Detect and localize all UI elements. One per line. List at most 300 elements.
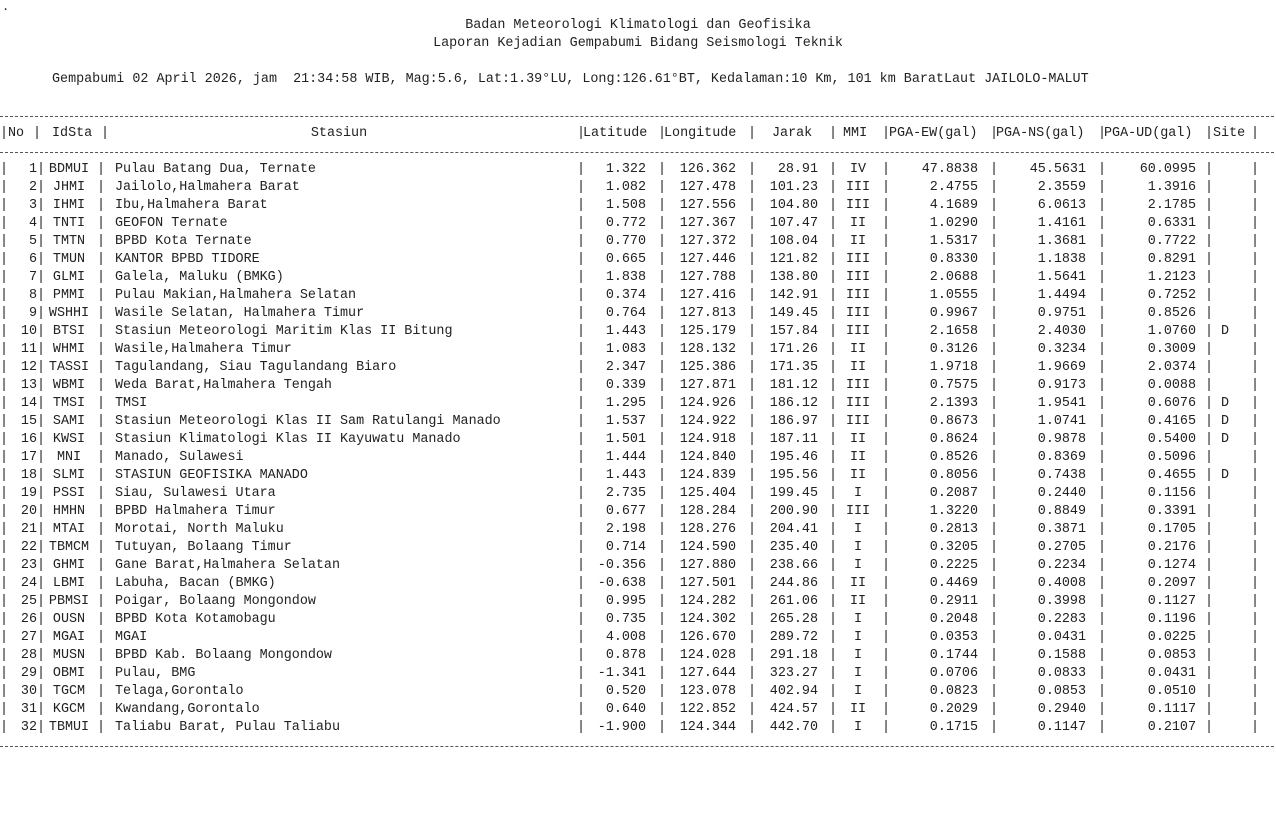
column-separator: | <box>97 378 106 393</box>
table-row <box>0 359 1276 377</box>
cell-pga-ns: 0.2705 <box>1037 540 1086 555</box>
cell-stasiun: Manado, Sulawesi <box>115 450 244 465</box>
column-separator: | <box>748 522 757 537</box>
table-row <box>0 557 1276 575</box>
table-row <box>0 305 1276 323</box>
column-separator: | <box>97 684 106 699</box>
cell-stasiun: Morotai, North Maluku <box>115 522 284 537</box>
column-separator: | <box>1098 558 1107 573</box>
column-separator: | <box>37 216 46 231</box>
column-separator: | <box>658 270 667 285</box>
column-separator: | <box>1251 270 1260 285</box>
table-row <box>0 341 1276 359</box>
cell-longitude: 126.362 <box>679 162 736 177</box>
cell-no: 19 <box>20 486 37 501</box>
column-separator: | <box>658 306 667 321</box>
column-separator: | <box>1098 180 1107 195</box>
cell-pga-ns: 1.0741 <box>1037 414 1086 429</box>
cell-pga-ud: 0.2176 <box>1147 540 1196 555</box>
cell-longitude: 127.478 <box>679 180 736 195</box>
cell-jarak: 200.90 <box>769 504 818 519</box>
cell-pga-ud: 0.1117 <box>1147 702 1196 717</box>
column-separator: | <box>1098 630 1107 645</box>
column-separator: | <box>37 612 46 627</box>
cell-idsta: GLMI <box>52 270 86 285</box>
cell-latitude: 1.443 <box>605 468 646 483</box>
cell-pga-ns: 0.2234 <box>1037 558 1086 573</box>
cell-idsta: PMMI <box>52 288 86 303</box>
cell-pga-ew: 1.9718 <box>929 360 978 375</box>
cell-pga-ns: 0.2440 <box>1037 486 1086 501</box>
column-separator: | <box>0 468 9 483</box>
column-separator: | <box>0 522 9 537</box>
column-separator: | <box>1251 378 1260 393</box>
cell-longitude: 127.871 <box>679 378 736 393</box>
cell-stasiun: GEOFON Ternate <box>115 216 228 231</box>
cell-latitude: 1.501 <box>605 432 646 447</box>
column-separator: | <box>748 162 757 177</box>
column-separator: | <box>658 486 667 501</box>
cell-latitude: 1.537 <box>605 414 646 429</box>
column-separator: | <box>577 720 586 735</box>
column-separator: | <box>748 270 757 285</box>
cell-jarak: 235.40 <box>769 540 818 555</box>
divider-bottom <box>0 746 1274 747</box>
cell-no: 9 <box>28 306 37 321</box>
cell-idsta: GHMI <box>52 558 86 573</box>
column-separator: | <box>882 594 891 609</box>
cell-stasiun: Kwandang,Gorontalo <box>115 702 260 717</box>
cell-pga-ew: 0.0706 <box>929 666 978 681</box>
cell-stasiun: Poigar, Bolaang Mongondow <box>115 594 316 609</box>
column-separator: | <box>97 468 106 483</box>
column-separator: | <box>0 324 9 339</box>
column-separator: | <box>1251 468 1260 483</box>
column-separator: | <box>829 540 838 555</box>
cell-idsta: MGAI <box>52 630 86 645</box>
column-separator: | <box>97 504 106 519</box>
cell-idsta: TGCM <box>52 684 86 699</box>
column-separator: | <box>97 432 106 447</box>
column-separator: | <box>990 324 999 339</box>
cell-idsta: TMSI <box>52 396 86 411</box>
column-separator: | <box>748 252 757 267</box>
cell-latitude: 0.339 <box>605 378 646 393</box>
cell-pga-ew: 0.1715 <box>929 720 978 735</box>
column-separator: | <box>1251 558 1260 573</box>
cell-jarak: 171.26 <box>769 342 818 357</box>
cell-pga-ns: 0.3998 <box>1037 594 1086 609</box>
column-separator: | <box>1205 252 1214 267</box>
table-row <box>0 665 1276 683</box>
cell-jarak: 238.66 <box>769 558 818 573</box>
cell-idsta: OUSN <box>52 612 86 627</box>
cell-pga-ew: 0.8624 <box>929 432 978 447</box>
cell-pga-ns: 0.1147 <box>1037 720 1086 735</box>
cell-mmi: I <box>853 684 863 699</box>
column-separator: | <box>97 252 106 267</box>
column-separator: | <box>577 558 586 573</box>
column-separator: | <box>658 522 667 537</box>
column-separator: | <box>990 684 999 699</box>
cell-pga-ud: 0.5400 <box>1147 432 1196 447</box>
column-separator: | <box>882 648 891 663</box>
cell-pga-ud: 0.5096 <box>1147 450 1196 465</box>
column-separator: | <box>37 288 46 303</box>
column-separator: | <box>990 612 999 627</box>
column-separator: | <box>1205 666 1214 681</box>
cell-pga-ud: 0.0431 <box>1147 666 1196 681</box>
cell-mmi: II <box>849 450 867 465</box>
column-separator: | <box>748 432 757 447</box>
cell-pga-ud: 0.7722 <box>1147 234 1196 249</box>
column-separator: | <box>658 378 667 393</box>
cell-latitude: 1.838 <box>605 270 646 285</box>
cell-stasiun: BPBD Kota Kotamobagu <box>115 612 276 627</box>
cell-site: D <box>1221 324 1230 339</box>
column-separator: | <box>1251 252 1260 267</box>
cell-longitude: 127.813 <box>679 306 736 321</box>
column-separator: | <box>1205 306 1214 321</box>
cell-no: 22 <box>20 540 37 555</box>
column-separator: | <box>882 162 891 177</box>
column-separator: | <box>1251 234 1260 249</box>
column-separator: | <box>1098 252 1107 267</box>
cell-mmi: III <box>845 288 871 303</box>
column-separator: | <box>1205 198 1214 213</box>
column-separator: | <box>658 162 667 177</box>
cell-longitude: 124.840 <box>679 450 736 465</box>
cell-pga-ew: 0.0823 <box>929 684 978 699</box>
cell-idsta: SLMI <box>52 468 86 483</box>
cell-stasiun: Telaga,Gorontalo <box>115 684 244 699</box>
cell-longitude: 127.788 <box>679 270 736 285</box>
column-separator: | <box>829 270 838 285</box>
column-separator: | <box>577 630 586 645</box>
cell-longitude: 124.926 <box>679 396 736 411</box>
column-separator: | <box>577 450 586 465</box>
cell-pga-ud: 0.2097 <box>1147 576 1196 591</box>
column-separator: | <box>1251 306 1260 321</box>
cell-pga-ud: 60.0995 <box>1139 162 1196 177</box>
column-separator: | <box>0 180 9 195</box>
column-separator: | <box>1251 594 1260 609</box>
cell-site: D <box>1221 432 1230 447</box>
column-separator: | <box>1251 216 1260 231</box>
column-separator: | <box>990 666 999 681</box>
cell-stasiun: Labuha, Bacan (BMKG) <box>115 576 276 591</box>
column-separator: | <box>1251 720 1260 735</box>
cell-latitude: 4.008 <box>605 630 646 645</box>
column-separator: | <box>882 216 891 231</box>
cell-idsta: KGCM <box>52 702 86 717</box>
cell-pga-ew: 0.2911 <box>929 594 978 609</box>
column-separator: | <box>829 216 838 231</box>
column-separator: | <box>577 594 586 609</box>
cell-mmi: II <box>849 216 867 231</box>
column-separator: | <box>990 342 999 357</box>
column-separator: | <box>97 630 106 645</box>
column-separator: | <box>748 666 757 681</box>
table-row <box>0 629 1276 647</box>
column-separator: | <box>37 558 46 573</box>
column-separator: | <box>97 162 106 177</box>
column-separator: | <box>97 234 106 249</box>
cell-stasiun: Wasile Selatan, Halmahera Timur <box>115 306 365 321</box>
column-separator: | <box>658 342 667 357</box>
cell-stasiun: BPBD Kota Ternate <box>115 234 252 249</box>
cell-pga-ns: 0.9751 <box>1037 306 1086 321</box>
column-separator: | <box>882 558 891 573</box>
column-separator: | <box>829 684 838 699</box>
cell-idsta: MNI <box>56 450 82 465</box>
cell-pga-ud: 0.4165 <box>1147 414 1196 429</box>
cell-no: 18 <box>20 468 37 483</box>
cell-idsta: BDMUI <box>48 162 90 177</box>
column-separator: | <box>658 360 667 375</box>
cell-mmi: II <box>849 594 867 609</box>
column-separator: | <box>1205 612 1214 627</box>
column-separator: | <box>0 504 9 519</box>
column-separator: | <box>37 198 46 213</box>
cell-latitude: 0.770 <box>605 234 646 249</box>
column-separator: | <box>97 612 106 627</box>
column-separator: | <box>748 594 757 609</box>
table-row <box>0 503 1276 521</box>
cell-jarak: 291.18 <box>769 648 818 663</box>
column-separator: | <box>990 504 999 519</box>
column-separator: | <box>577 324 586 339</box>
cell-pga-ns: 1.9541 <box>1037 396 1086 411</box>
cell-mmi: III <box>845 414 871 429</box>
column-separator: | <box>1251 666 1260 681</box>
header-mmi: MMI <box>843 126 868 141</box>
column-separator: | <box>990 576 999 591</box>
cell-mmi: III <box>845 504 871 519</box>
column-separator: | <box>1098 450 1107 465</box>
column-separator: | <box>1251 540 1260 555</box>
header-pga-ns: PGA-NS(gal) <box>996 126 1085 141</box>
table-row <box>0 719 1276 737</box>
cell-no: 8 <box>28 288 37 303</box>
cell-longitude: 124.590 <box>679 540 736 555</box>
column-separator: | <box>0 270 9 285</box>
cell-longitude: 124.922 <box>679 414 736 429</box>
cell-site: D <box>1221 468 1230 483</box>
column-separator: | <box>97 450 106 465</box>
column-separator: | <box>748 324 757 339</box>
cell-latitude: -1.900 <box>597 720 646 735</box>
column-separator: | <box>97 360 106 375</box>
column-separator: | <box>882 630 891 645</box>
column-separator: | <box>1205 270 1214 285</box>
column-separator: | <box>1205 396 1214 411</box>
cell-pga-ud: 1.2123 <box>1147 270 1196 285</box>
cell-no: 23 <box>20 558 37 573</box>
cell-longitude: 127.416 <box>679 288 736 303</box>
table-row <box>0 323 1276 341</box>
column-separator: | <box>577 486 586 501</box>
column-separator: | <box>748 612 757 627</box>
column-separator: | <box>97 558 106 573</box>
column-separator: | <box>882 306 891 321</box>
cell-latitude: 0.374 <box>605 288 646 303</box>
cell-pga-ud: 0.3391 <box>1147 504 1196 519</box>
column-separator: | <box>37 666 46 681</box>
column-separator: | <box>0 234 9 249</box>
column-separator: | <box>97 720 106 735</box>
cell-pga-ns: 0.3871 <box>1037 522 1086 537</box>
cell-pga-ud: 0.1156 <box>1147 486 1196 501</box>
cell-mmi: III <box>845 252 871 267</box>
column-separator: | <box>0 162 9 177</box>
cell-longitude: 127.501 <box>679 576 736 591</box>
cell-jarak: 402.94 <box>769 684 818 699</box>
column-separator: | <box>577 234 586 249</box>
column-separator: | <box>0 612 9 627</box>
cell-latitude: -0.638 <box>597 576 646 591</box>
column-separator: | <box>577 468 586 483</box>
cell-stasiun: Weda Barat,Halmahera Tengah <box>115 378 332 393</box>
table-row <box>0 683 1276 701</box>
column-separator: | <box>990 270 999 285</box>
column-separator: | <box>990 198 999 213</box>
cell-no: 20 <box>20 504 37 519</box>
cell-pga-ud: 0.1127 <box>1147 594 1196 609</box>
cell-idsta: WBMI <box>52 378 86 393</box>
column-separator: | <box>37 414 46 429</box>
cell-latitude: 0.878 <box>605 648 646 663</box>
cell-longitude: 128.284 <box>679 504 736 519</box>
column-separator: | <box>1251 576 1260 591</box>
column-separator: | <box>882 720 891 735</box>
cell-no: 15 <box>20 414 37 429</box>
column-separator: | <box>1251 342 1260 357</box>
cell-mmi: III <box>845 378 871 393</box>
column-separator: | <box>97 576 106 591</box>
column-separator: | <box>1098 216 1107 231</box>
column-separator: | <box>97 270 106 285</box>
column-separator: | <box>1098 666 1107 681</box>
cell-latitude: 2.347 <box>605 360 646 375</box>
column-separator: | <box>658 576 667 591</box>
column-separator: | <box>882 378 891 393</box>
cell-no: 6 <box>28 252 37 267</box>
cell-longitude: 124.839 <box>679 468 736 483</box>
cell-jarak: 121.82 <box>769 252 818 267</box>
column-separator: | <box>1251 702 1260 717</box>
cell-pga-ew: 0.9967 <box>929 306 978 321</box>
column-separator: | <box>1205 414 1214 429</box>
column-separator: | <box>748 180 757 195</box>
header-pga-ud: PGA-UD(gal) <box>1104 126 1193 141</box>
cell-pga-ud: 0.6331 <box>1147 216 1196 231</box>
cell-longitude: 124.344 <box>679 720 736 735</box>
cell-latitude: 1.443 <box>605 324 646 339</box>
column-separator: | <box>1205 720 1214 735</box>
cell-pga-ns: 0.3234 <box>1037 342 1086 357</box>
cell-pga-ud: 0.1274 <box>1147 558 1196 573</box>
cell-latitude: 0.520 <box>605 684 646 699</box>
column-separator: | <box>829 666 838 681</box>
column-separator: | <box>748 342 757 357</box>
column-separator: | <box>0 306 9 321</box>
column-separator: | <box>1251 432 1260 447</box>
column-separator: | <box>37 648 46 663</box>
column-separator: | <box>1205 360 1214 375</box>
table-row <box>0 413 1276 431</box>
cell-no: 29 <box>20 666 37 681</box>
cell-longitude: 125.179 <box>679 324 736 339</box>
cell-latitude: 0.772 <box>605 216 646 231</box>
column-separator: | <box>577 342 586 357</box>
column-separator: | <box>0 450 9 465</box>
cell-no: 10 <box>20 324 37 339</box>
cell-pga-ns: 0.1588 <box>1037 648 1086 663</box>
column-separator: | <box>882 360 891 375</box>
cell-stasiun: BPBD Kab. Bolaang Mongondow <box>115 648 332 663</box>
cell-no: 11 <box>20 342 37 357</box>
column-separator: | <box>1251 522 1260 537</box>
column-separator: | <box>1205 288 1214 303</box>
cell-mmi: II <box>849 468 867 483</box>
column-separator: | <box>829 594 838 609</box>
cell-mmi: I <box>853 720 863 735</box>
column-separator: | <box>37 180 46 195</box>
cell-idsta: MUSN <box>52 648 86 663</box>
column-separator: | <box>0 288 9 303</box>
column-separator: | <box>882 198 891 213</box>
column-separator: | <box>1251 324 1260 339</box>
cell-pga-ns: 2.4030 <box>1037 324 1086 339</box>
column-separator: | <box>577 504 586 519</box>
cell-jarak: 204.41 <box>769 522 818 537</box>
column-separator: | <box>990 180 999 195</box>
column-separator: | <box>1098 360 1107 375</box>
cell-pga-ew: 1.3220 <box>929 504 978 519</box>
cell-stasiun: Wasile,Halmahera Timur <box>115 342 292 357</box>
column-separator: | <box>829 504 838 519</box>
cell-longitude: 127.372 <box>679 234 736 249</box>
column-separator: | <box>658 612 667 627</box>
cell-idsta: BTSI <box>52 324 86 339</box>
column-separator: | <box>990 702 999 717</box>
cell-jarak: 142.91 <box>769 288 818 303</box>
cell-jarak: 149.45 <box>769 306 818 321</box>
cell-no: 27 <box>20 630 37 645</box>
cell-jarak: 157.84 <box>769 324 818 339</box>
column-separator: | <box>577 162 586 177</box>
header-idsta: IdSta <box>52 126 93 141</box>
cell-pga-ud: 0.0510 <box>1147 684 1196 699</box>
column-separator: | <box>1098 486 1107 501</box>
header-no: No <box>8 126 25 141</box>
column-separator: | <box>829 342 838 357</box>
cell-pga-ns: 0.0833 <box>1037 666 1086 681</box>
cell-no: 4 <box>28 216 37 231</box>
column-separator: | <box>990 720 999 735</box>
column-separator: | <box>577 666 586 681</box>
column-separator: | <box>37 252 46 267</box>
cell-stasiun: MGAI <box>115 630 148 645</box>
cell-pga-ns: 1.1838 <box>1037 252 1086 267</box>
column-separator: | <box>829 414 838 429</box>
column-separator: | <box>1205 378 1214 393</box>
column-separator: | <box>1098 522 1107 537</box>
column-separator: | <box>37 594 46 609</box>
column-separator: | <box>97 288 106 303</box>
cell-pga-ew: 2.1658 <box>929 324 978 339</box>
